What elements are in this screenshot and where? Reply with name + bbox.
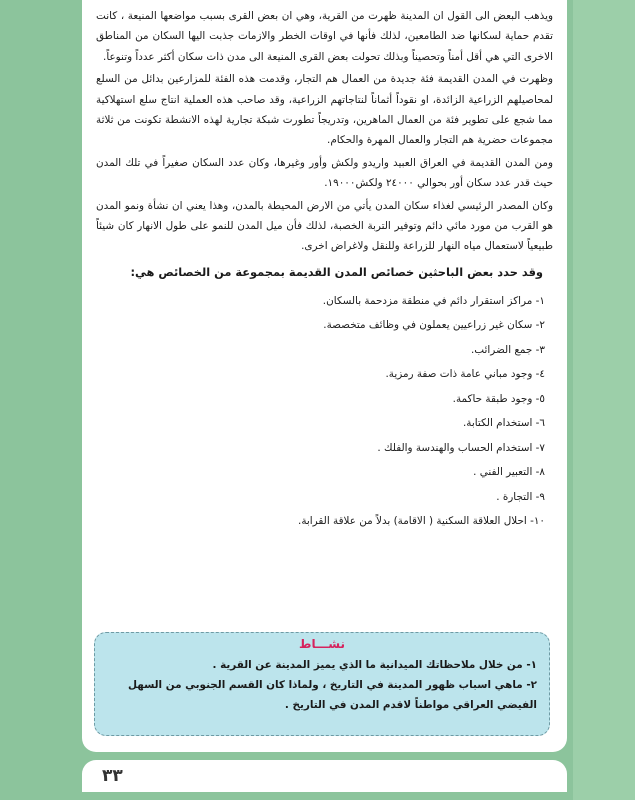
footer-bar: [82, 760, 567, 792]
activity-question-1: ١- من خلال ملاحظاتك الميدانية ما الذي يميز المدينة عن القرية .: [212, 659, 537, 671]
activity-title: نشـــاط: [299, 637, 345, 651]
activity-question-2: ٢- ماهي اسباب ظهور المدينة في التاريخ ، ولماذا كان القسم الجنوبي من السهل الفيضي العراقي مواطناً لاقدم المدن في التاريخ .: [127, 679, 537, 711]
page-number: ٣٣: [102, 766, 123, 786]
paragraph-1: ويذهب البعض الى القول ان المدينة ظهرت من القرية، وهي ان بعض القرى بسبب مواضعها المنيعة ، كانت تقدم حماية لسكانها ضد الطامعين، لذلك فأنها في اوقات الخطر والازمات جذبت اليها السكان من المناطق الاخرى التي هي أقل أمناً وتحصيناً وبذلك تحولت بعض القرى المنيعة الى مدن ذات سكان أكثر عدداً وتنوعاً.: [96, 10, 553, 63]
list-item: ٨- التعبير الفني .: [473, 466, 545, 479]
paragraph-4: وكان المصدر الرئيسي لغذاء سكان المدن يأتي من الارض المحيطة بالمدن، وهذا يعني ان نشأة ونمو المدن هو القرب من مورد مائي دائم وتوفير التربة الخصبة، لذلك فأن ميل المدن للنمو على طول الانهار كان شيئاً طبيعياً لاستعمال مياه النهار للزراعة وللنقل ولاغراض اخرى.: [96, 199, 553, 253]
page-content: [82, 0, 567, 752]
paragraph-3: ومن المدن القديمة في العراق العبيد واريدو ولكش وأور وغيرها، وكان عدد السكان صغيراً في تلك المدن حيث قدر عدد سكان أور بحوالي ٢٤٠٠٠ ولكش١٩٠٠٠.: [96, 156, 553, 190]
list-item: ٦- استخدام الكتابة.: [462, 417, 545, 430]
list-item: ٩- التجارة .: [496, 490, 545, 503]
characteristics-list: [96, 289, 553, 534]
characteristics-heading: وقد حدد بعض الباحثين خصائص المدن القديمة بمجموعة من الخصائص هي:: [130, 264, 543, 279]
list-item: ١- مراكز استقرار دائم في منطقة مزدحمة بالسكان.: [322, 294, 545, 307]
activity-box: [94, 632, 550, 736]
list-item: ٤- وجود مباني عامة ذات صفة رمزية.: [385, 368, 545, 381]
list-item: ٧- استخدام الحساب والهندسة والفلك .: [377, 441, 545, 454]
list-item: ١٠- احلال العلاقة السكنية ( الاقامة) بدلاً من علاقة القرابة.: [298, 515, 545, 528]
list-item: ٣- جمع الضرائب.: [471, 343, 545, 356]
list-item: ٥- وجود طبقة حاكمة.: [452, 392, 545, 405]
page-edge-strip: [573, 0, 635, 800]
list-item: ٢- سكان غير زراعيين يعملون في وظائف متخصصة.: [323, 319, 545, 332]
paragraph-2: وظهرت في المدن القديمة فئة جديدة من العمال هم التجار، وقدمت هذه الفئة للمزارعين بدائل من السلع لمحاصيلهم الزراعية الزائدة، او نقوداً أثماناً لنتاجاتهم الزراعية، وقد صاحب هذه العملية انتاج سلع استهلاكية مما شجع على تطوير فئة من العمال الماهرين، وتدريجاً تطورت شبكة تجارية لهذه الانشطة تكونت من ثلاثة مجموعات حضرية هم التجار والعمال المهرة والحكام.: [96, 73, 553, 147]
